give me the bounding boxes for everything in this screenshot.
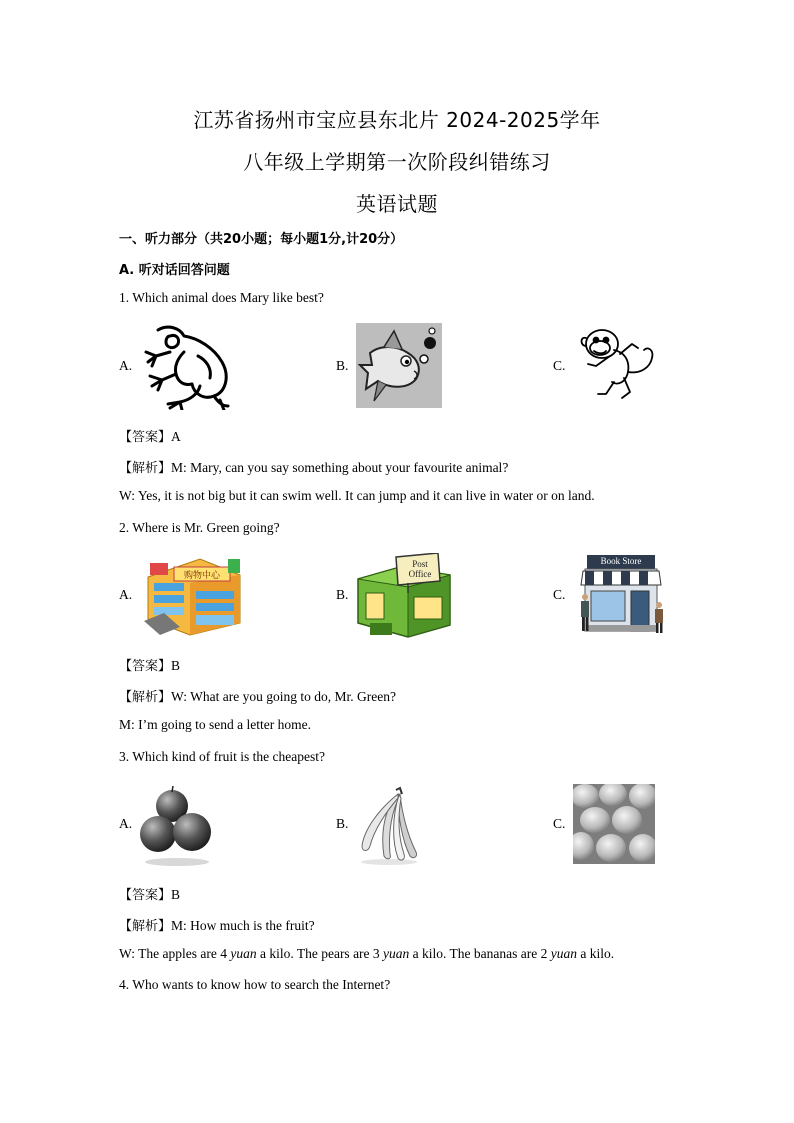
analysis-3-line2: [119, 946, 614, 962]
option-label-b: B.: [336, 358, 349, 373]
doc-title-line1: 江苏省扬州市宝应县东北片 2024-2025学年: [193, 108, 601, 132]
analysis-text: M: How much is the fruit?: [171, 918, 315, 933]
option-label-b: B.: [336, 587, 349, 602]
analysis-label: 【解析】: [119, 919, 172, 934]
answer-label: 【答案】: [119, 659, 172, 674]
analysis-text: M: Mary, can you say something about your favourite animal?: [171, 460, 509, 475]
analysis-label: 【解析】: [119, 461, 172, 476]
option-label-a: A.: [119, 358, 133, 373]
frog-icon: [140, 322, 232, 410]
analysis-text: W: What are you going to do, Mr. Green?: [171, 689, 396, 704]
post-sign-line2: Office: [408, 569, 432, 579]
post-office-icon: [356, 553, 452, 639]
analysis-text-part: a kilo.: [577, 946, 615, 961]
question-2: 2. Where is Mr. Green going?: [119, 520, 280, 535]
analysis-yuan: yuan: [230, 946, 257, 961]
bananas-icon: [356, 786, 422, 866]
analysis-1-line2: W: Yes, it is not big but it can swim well. It can jump and it can live in water or on land.: [119, 488, 595, 503]
doc-title-line3: 英语试题: [356, 192, 438, 216]
option-label-c: C.: [553, 358, 566, 373]
question-4: 4. Who wants to know how to search the Internet?: [119, 977, 391, 992]
answer-3: [119, 884, 180, 903]
answer-value: A: [171, 429, 181, 444]
section-heading: 一、听力部分（共20小题；每小题1分,计20分）: [119, 232, 404, 247]
option-label-c: C.: [553, 816, 566, 831]
pears-icon: [573, 784, 655, 864]
option-label-a: A.: [119, 816, 133, 831]
analysis-text-part: W: The apples are 4: [119, 946, 231, 961]
book-store-icon: [575, 553, 667, 637]
analysis-label: 【解析】: [119, 690, 172, 705]
shop-sign: 购物中心: [183, 571, 220, 581]
fish-icon: [356, 323, 442, 408]
analysis-text-part: a kilo. The pears are 3: [256, 946, 384, 961]
monkey-icon: [578, 324, 660, 404]
option-label-c: C.: [553, 587, 566, 602]
analysis-1: [119, 457, 508, 476]
apples-icon: [140, 786, 214, 866]
answer-2: [119, 655, 180, 674]
answer-value: B: [171, 887, 181, 902]
post-sign-line1: Post: [412, 559, 428, 569]
answer-value: B: [171, 658, 181, 673]
answer-label: 【答案】: [119, 888, 172, 903]
option-label-b: B.: [336, 816, 349, 831]
option-label-a: A.: [119, 587, 133, 602]
book-store-sign: Book Store: [600, 556, 642, 566]
doc-title-line2: 八年级上学期第一次阶段纠错练习: [243, 150, 551, 174]
question-1: 1. Which animal does Mary like best?: [119, 290, 324, 305]
question-3: 3. Which kind of fruit is the cheapest?: [119, 749, 325, 764]
shopping-center-icon: [140, 553, 246, 637]
analysis-2-line2: M: I’m going to send a letter home.: [119, 717, 311, 732]
answer-label: 【答案】: [119, 430, 172, 445]
analysis-text-part: a kilo. The bananas are 2: [409, 946, 551, 961]
analysis-yuan: yuan: [550, 946, 577, 961]
analysis-yuan: yuan: [383, 946, 410, 961]
answer-1: [119, 426, 181, 445]
section-subheading: A. 听对话回答问题: [119, 263, 230, 278]
post-sign: [402, 559, 438, 579]
analysis-3: [119, 915, 315, 934]
analysis-2: [119, 686, 396, 705]
